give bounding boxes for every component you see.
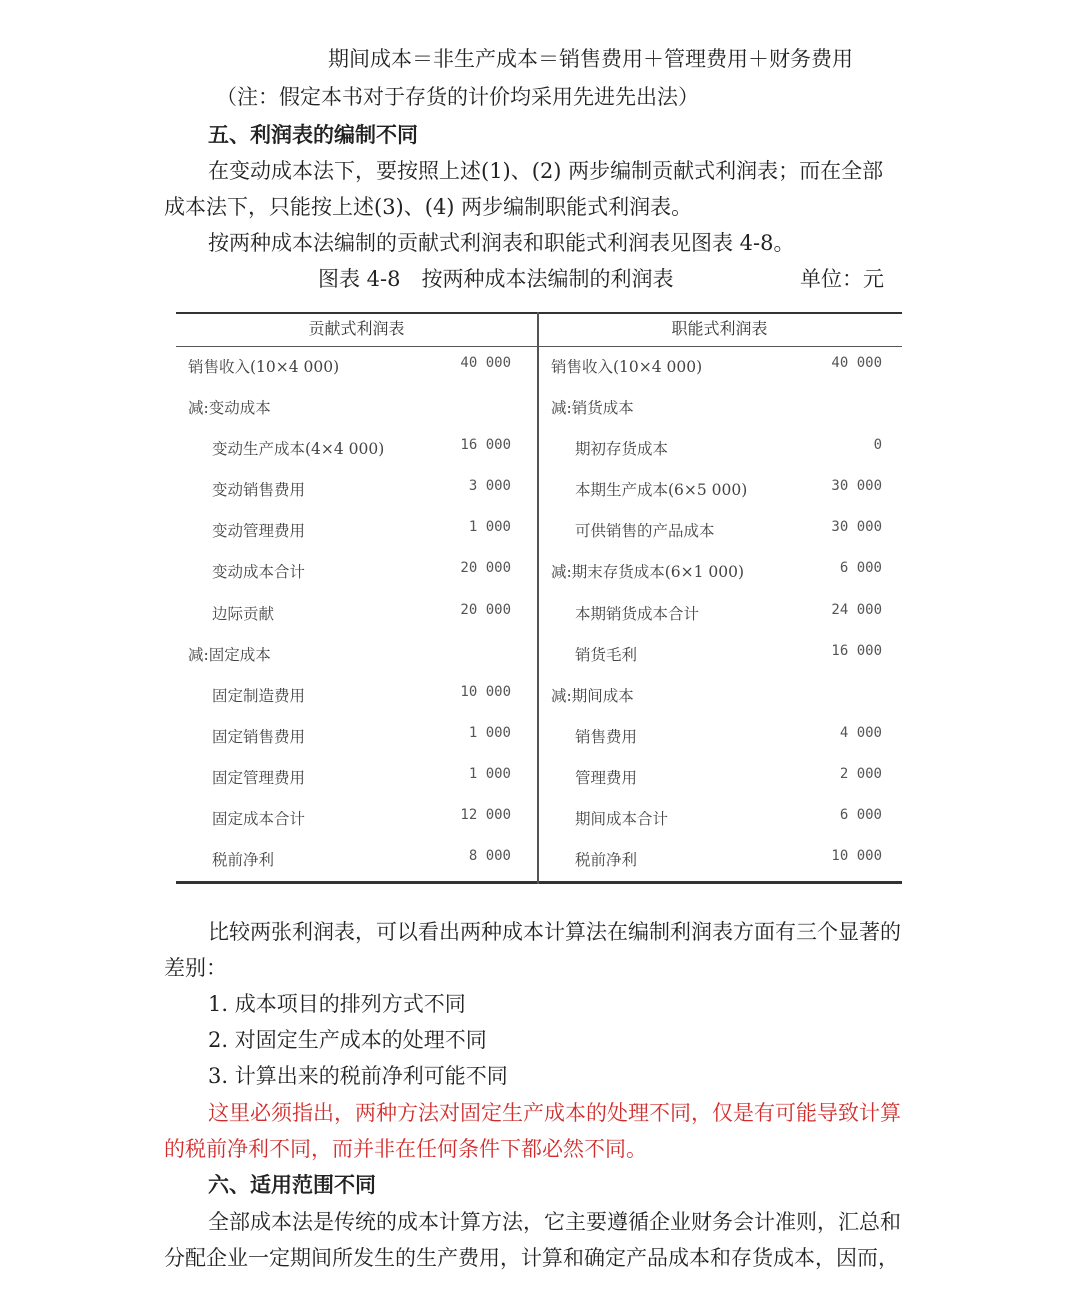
emphasis-line2: 的税前净利不同，而并非在任何条件下都必然不同。 (164, 1137, 647, 1161)
row-value: 40 000 (831, 355, 882, 371)
table-row (539, 757, 900, 798)
row-label: 减:期间成本 (551, 686, 634, 705)
table-row (176, 757, 537, 798)
table-row (539, 428, 900, 469)
section6-line1: 全部成本法是传统的成本计算方法，它主要遵循企业财务会计准则，汇总和 (208, 1210, 901, 1234)
table-row (539, 593, 900, 634)
row-label: 销售收入(10×4 000) (188, 358, 340, 376)
contribution-statement-header: 贡献式利润表 (308, 319, 405, 338)
functional-statement-rows (539, 346, 900, 880)
row-label: 销售收入(10×4 000) (551, 358, 703, 376)
row-label: 期初存货成本 (575, 440, 669, 459)
table-row (539, 716, 900, 757)
row-value: 1 000 (468, 724, 511, 741)
table-row (176, 675, 537, 716)
row-value: 20 000 (460, 601, 511, 618)
section5-para1-line1: 在变动成本法下，要按照上述(1)、(2) 两步编制贡献式利润表；而在全部 (208, 159, 884, 183)
section5-para1-line2: 成本法下，只能按上述(3)、(4) 两步编制职能式利润表。 (164, 195, 693, 219)
table-row (176, 387, 537, 428)
row-value: 4 000 (839, 724, 882, 741)
table-row (539, 675, 900, 716)
note-line: （注：假定本书对于存货的计价均采用先进先出法） (216, 85, 699, 109)
row-label: 固定制造费用 (212, 686, 306, 705)
table-row (539, 387, 900, 428)
row-label: 销货毛利 (575, 645, 638, 664)
table-row (176, 510, 537, 551)
row-value: 3 000 (468, 478, 511, 495)
row-label: 管理费用 (575, 768, 638, 787)
row-label: 边际贡献 (212, 604, 275, 623)
difference-item-2: 2. 对固定生产成本的处理不同 (208, 1028, 487, 1052)
table-row (539, 469, 900, 510)
section6-heading: 六、适用范围不同 (208, 1172, 376, 1197)
row-label: 减:固定成本 (188, 645, 271, 664)
row-label: 本期生产成本(6×5 000) (575, 481, 748, 500)
formula-line: 期间成本＝非生产成本＝销售费用＋管理费用＋财务费用 (328, 47, 853, 71)
row-value: 2 000 (839, 765, 882, 782)
table-row (539, 510, 900, 551)
row-value: 6 000 (839, 560, 882, 577)
row-value: 1 000 (468, 519, 511, 536)
row-label: 变动成本合计 (212, 563, 306, 582)
table-row (176, 839, 537, 880)
table-row (539, 346, 900, 387)
row-value: 24 000 (831, 601, 882, 618)
income-statement-table (176, 312, 902, 884)
row-value: 10 000 (831, 848, 882, 865)
section6-line2: 分配企业一定期间所发生的生产费用，计算和确定产品成本和存货成本，因而， (164, 1246, 899, 1270)
row-value: 16 000 (831, 642, 882, 659)
table-row (176, 634, 537, 675)
comparison-line1: 比较两张利润表，可以看出两种成本计算法在编制利润表方面有三个显著的 (208, 920, 901, 944)
row-value: 12 000 (460, 807, 511, 824)
table-unit: 单位：元 (800, 267, 884, 291)
row-value: 10 000 (460, 683, 511, 700)
row-label: 固定管理费用 (212, 768, 306, 787)
comparison-line2: 差别： (164, 956, 227, 980)
contribution-statement-rows (176, 346, 537, 880)
table-row (539, 634, 900, 675)
row-label: 减:期末存货成本(6×1 000) (551, 563, 745, 582)
row-value: 1 000 (468, 765, 511, 782)
table-row (539, 551, 900, 592)
row-label: 可供销售的产品成本 (575, 522, 715, 541)
row-label: 固定成本合计 (212, 810, 306, 829)
table-caption: 图表 4-8 按两种成本法编制的利润表 (318, 267, 674, 291)
row-value: 8 000 (468, 848, 511, 865)
row-label: 变动生产成本(4×4 000) (212, 440, 385, 459)
contribution-statement-column (176, 312, 537, 884)
difference-item-3: 3. 计算出来的税前净利可能不同 (208, 1064, 508, 1088)
row-value: 20 000 (460, 560, 511, 577)
row-label: 本期销货成本合计 (575, 604, 700, 623)
row-label: 税前净利 (575, 851, 638, 870)
table-row (176, 551, 537, 592)
row-label: 销售费用 (575, 727, 638, 746)
table-row (539, 798, 900, 839)
section5-heading: 五、利润表的编制不同 (208, 122, 418, 147)
row-value: 6 000 (839, 807, 882, 824)
functional-statement-column (539, 312, 900, 884)
table-row (176, 346, 537, 387)
row-label: 减:变动成本 (188, 399, 271, 418)
table-row (176, 469, 537, 510)
functional-statement-header: 职能式利润表 (671, 319, 768, 338)
table-row (539, 839, 900, 880)
row-label: 变动管理费用 (212, 522, 306, 541)
row-label: 税前净利 (212, 851, 275, 870)
section5-para2: 按两种成本法编制的贡献式利润表和职能式利润表见图表 4-8。 (208, 231, 795, 255)
row-value: 30 000 (831, 519, 882, 536)
row-label: 变动销售费用 (212, 481, 306, 500)
row-label: 期间成本合计 (575, 810, 669, 829)
table-row (176, 593, 537, 634)
row-value: 40 000 (460, 355, 511, 371)
difference-item-1: 1. 成本项目的排列方式不同 (208, 992, 466, 1016)
table-row (176, 798, 537, 839)
table-row (176, 428, 537, 469)
row-value: 30 000 (831, 478, 882, 495)
row-label: 减:销货成本 (551, 399, 634, 418)
row-value: 0 (873, 437, 882, 454)
emphasis-line1: 这里必须指出，两种方法对固定生产成本的处理不同，仅是有可能导致计算 (208, 1101, 901, 1125)
row-label: 固定销售费用 (212, 727, 306, 746)
table-row (176, 716, 537, 757)
row-value: 16 000 (460, 437, 511, 454)
